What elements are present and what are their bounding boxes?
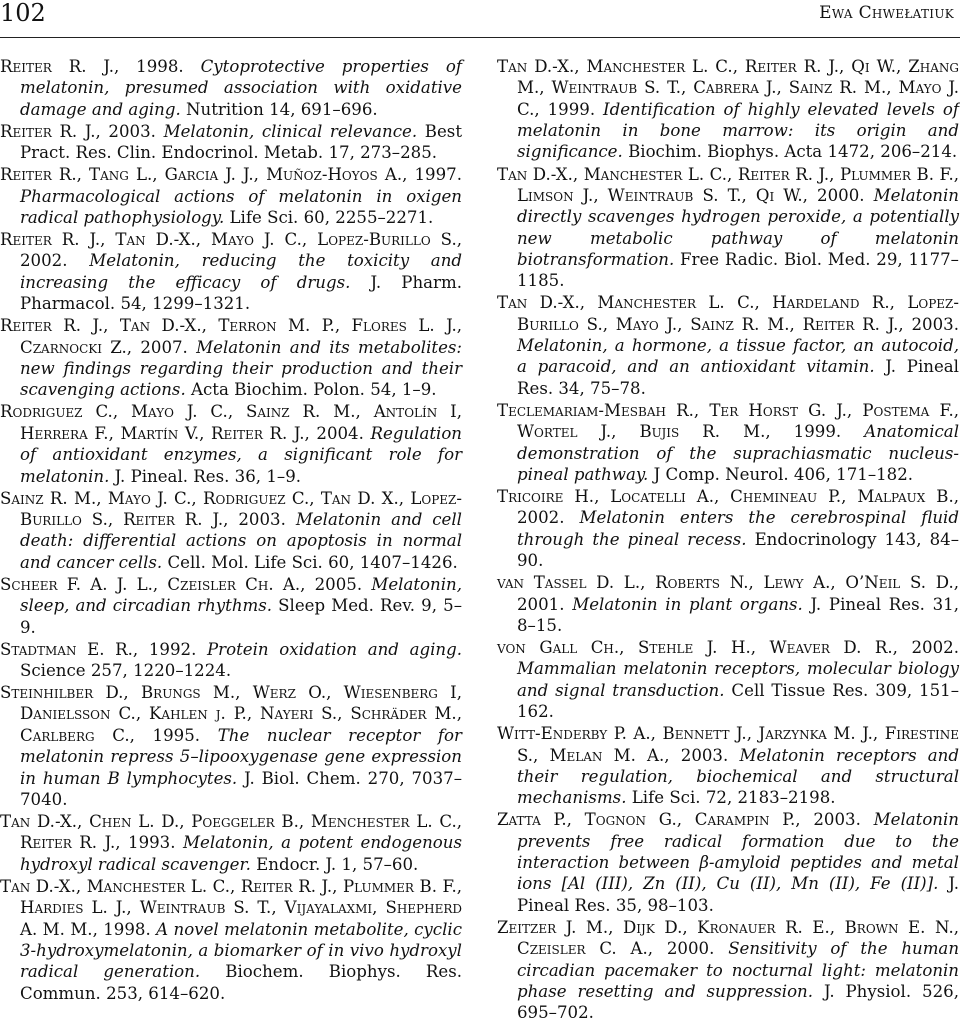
reference-authors: Teclemariam-Mesbah R., Ter Horst G. J., Postema F., Wortel J., Bujis R. M., 1999. <box>497 400 959 442</box>
reference-source: J. Pineal Res. 31, 8–15. <box>517 594 960 635</box>
reference-source: Cell. Mol. Life Sci. 60, 1407–1426. <box>167 552 458 572</box>
reference-authors: Rodriguez C., Mayo J. C., Sainz R. M., Antolín I, Herrera F., Martín V., Reiter R. J., 2004. <box>0 402 462 443</box>
reference-title: Sensitivity of the human circadian pacemaker to nocturnal light: melatonin phase resetting and suppression. <box>517 939 960 1001</box>
reference-title: Melatonin and cell death: differential actions on apoptosis in normal and cancer cells. <box>20 510 462 572</box>
reference-authors: Reiter R. J., 1998. <box>0 57 184 76</box>
reference-entry <box>497 723 959 808</box>
reference-authors: Sainz R. M., Mayo J. C., Rodriguez C., Tan D. X., Lopez-Burillo S., Reiter R. J., 2003. <box>0 488 462 529</box>
reference-authors: von Gall Ch., Stehle J. H., Weaver D. R., 2002. <box>497 638 959 658</box>
reference-title: A novel melatonin metabolite, cyclic 3-hydroxymelatonin, a biomarker of in vivo hydroxyl radical generation. <box>20 919 462 982</box>
reference-title: Melatonin, a potent endogenous hydroxyl radical scavenger. <box>20 833 462 874</box>
reference-source: Life Sci. 72, 2183–2198. <box>631 788 836 808</box>
reference-authors: Steinhilber D., Brungs M., Werz O., Wiesenberg I, Danielsson C., Kahlen j. P., Nayeri S., Schräder M., Carlberg C., 1995. <box>0 683 462 745</box>
reference-title: Melatonin in plant organs. <box>572 594 803 614</box>
reference-source: J. Biol. Chem. 270, 7037–7040. <box>20 768 462 809</box>
reference-entry <box>0 682 462 810</box>
reference-authors: Reiter R., Tang L., Garcia J. J., Muñoz-Hoyos A., 1997. <box>0 165 462 185</box>
reference-entry <box>497 56 959 163</box>
reference-source: J. Physiol. 526, 695–702. <box>517 981 959 1023</box>
reference-source: Best Pract. Res. Clin. Endocrinol. Metab. 17, 273–285. <box>20 121 462 163</box>
references-right-column <box>497 56 959 1024</box>
reference-title: Protein oxidation and aging. <box>207 639 462 659</box>
reference-entry <box>497 486 959 571</box>
references-left-column <box>0 56 462 1005</box>
reference-title: Melatonin prevents free radical formation due to the interaction between β-amyloid peptides and metal ions [Al (III), Zn (II), Cu (II), Mn (II), Fe (II)]. <box>517 810 959 894</box>
reference-title: The nuclear receptor for melatonin repress 5–lipooxygenase gene expression in human B lymphocytes. <box>20 725 462 788</box>
reference-authors: Witt-Enderby P. A., Bennett J., Jarzynka M. J., Firestine S., Melan M. A., 2003. <box>497 724 959 765</box>
reference-authors: Zatta P., Tognon G., Carampin P., 2003. <box>497 810 861 830</box>
page-header <box>0 0 960 38</box>
reference-authors: Scheer F. A. J. L., Czeisler Ch. A., 2005. <box>0 574 363 594</box>
reference-title: Mammalian melatonin receptors, molecular biology and signal transduction. <box>517 659 959 700</box>
reference-title: Anatomical demonstration of the suprachiasmatic nucleus-pineal pathway. <box>517 422 960 484</box>
reference-source: Endocrinology 143, 84–90. <box>517 529 959 571</box>
reference-authors: Zeitzer J. M., Dijk D., Kronauer R. E., Brown E. N., Czeisler C. A., 2000. <box>497 917 959 959</box>
reference-title: Melatonin, sleep, and circadian rhythms. <box>20 574 462 616</box>
reference-title: Cytoprotective properties of melatonin, presumed association with oxidative damage and aging. <box>20 57 462 119</box>
reference-authors: Tan D.-X., Manchester L. C., Reiter R. J., Plummer B. F., Limson J., Weintraub S. T., Qi W., 2000. <box>497 164 959 205</box>
reference-entry <box>0 876 462 1004</box>
page-number: 102 <box>0 0 46 27</box>
reference-authors: Tan D.-X., Manchester L. C., Hardeland R., Lopez-Burillo S., Mayo J., Sainz R. M., Reiter R. J., 2003. <box>497 293 959 334</box>
reference-source: Science 257, 1220–1224. <box>20 661 232 680</box>
reference-title: Melatonin directly scavenges hydrogen peroxide, a potentially new metabolic pathway of melatonin biotransformation. <box>517 185 959 269</box>
reference-source: J. Pineal Res. 35, 98–103. <box>517 874 960 915</box>
reference-entry <box>497 917 959 1024</box>
reference-entry <box>497 809 959 916</box>
running-head: Ewa Chwełatiuk <box>819 3 954 23</box>
reference-title: Identification of highly elevated levels of melatonin in bone marrow: its origin and significance. <box>517 99 959 162</box>
reference-source: J. Pineal Res. 34, 75–78. <box>517 357 959 398</box>
reference-authors: Stadtman E. R., 1992. <box>0 639 197 659</box>
reference-title: Melatonin receptors and their regulation, biochemical and structural mechanisms. <box>517 745 959 808</box>
reference-authors: Tan D.-X., Manchester L. C., Reiter R. J., Plummer B. F., Hardies L. J., Weintraub S. T., Vijayalaxmi, Shepherd A. M. M., 1998. <box>0 876 462 939</box>
reference-entry <box>497 164 959 292</box>
reference-entry <box>0 488 462 573</box>
reference-entry <box>0 164 462 228</box>
reference-authors: Tan D.-X., Manchester L. C., Reiter R. J., Qi W., Zhang M., Weintraub S. T., Cabrera J., Sainz R. M., Mayo J. C., 1999. <box>497 57 959 119</box>
reference-entry <box>0 121 462 164</box>
reference-source: J. Pharm. Pharmacol. 54, 1299–1321. <box>20 272 462 314</box>
reference-authors: van Tassel D. L., Roberts N., Lewy A., O’Neil S. D., 2001. <box>497 573 959 614</box>
reference-authors: Tan D.-X., Chen L. D., Poeggeler B., Menchester L. C., Reiter R. J., 1993. <box>0 812 462 853</box>
reference-source: Biochem. Biophys. Res. Commun. 253, 614–620. <box>20 962 462 1003</box>
reference-entry <box>0 811 462 875</box>
reference-entry <box>497 637 959 722</box>
reference-title: Melatonin, a hormone, a tissue factor, an autocoid, a paracoid, and an antioxidant vitamin. <box>517 336 959 377</box>
reference-source: Life Sci. 60, 2255–2271. <box>229 208 434 227</box>
reference-entry <box>497 292 959 399</box>
reference-source: Endocr. J. 1, 57–60. <box>256 854 419 874</box>
reference-title: Melatonin and its metabolites: new findings regarding their production and their scavenging actions. <box>20 337 462 400</box>
reference-source: Acta Biochim. Polon. 54, 1–9. <box>191 380 437 400</box>
reference-title: Melatonin, clinical relevance. <box>163 121 418 141</box>
reference-authors: Reiter R. J., 2003. <box>0 121 156 141</box>
reference-title: Melatonin enters the cerebrospinal fluid through the pineal recess. <box>517 508 959 549</box>
reference-entry <box>0 229 462 314</box>
reference-entry <box>0 639 462 682</box>
reference-source: Free Radic. Biol. Med. 29, 1177–1185. <box>517 249 959 291</box>
reference-title: Regulation of antioxidant enzymes, a significant role for melatonin. <box>20 423 462 486</box>
reference-authors: Tricoire H., Locatelli A., Chemineau P., Malpaux B., 2002. <box>497 487 959 528</box>
reference-source: J. Pineal. Res. 36, 1–9. <box>114 466 302 486</box>
reference-entry <box>0 574 462 638</box>
reference-title: Pharmacological actions of melatonin in oxigen radical pathophysiology. <box>20 186 462 227</box>
reference-entry <box>497 572 959 636</box>
reference-authors: Reiter R. J., Tan D.-X., Terron M. P., Flores L. J., Czarnocki Z., 2007. <box>0 316 462 357</box>
reference-entry <box>0 315 462 400</box>
reference-entry <box>497 400 959 485</box>
reference-source: Biochim. Biophys. Acta 1472, 206–214. <box>628 142 958 162</box>
reference-entry <box>0 401 462 486</box>
reference-authors: Reiter R. J., Tan D.-X., Mayo J. C., Lopez-Burillo S., 2002. <box>0 230 462 271</box>
reference-source: Cell Tissue Res. 309, 151–162. <box>517 680 960 722</box>
reference-source: Nutrition 14, 691–696. <box>186 99 378 119</box>
reference-source: J Comp. Neurol. 406, 171–182. <box>653 464 914 484</box>
reference-entry <box>0 56 462 120</box>
reference-source: Sleep Med. Rev. 9, 5–9. <box>20 596 462 637</box>
reference-title: Melatonin, reducing the toxicity and increasing the efficacy of drugs. <box>20 251 463 292</box>
